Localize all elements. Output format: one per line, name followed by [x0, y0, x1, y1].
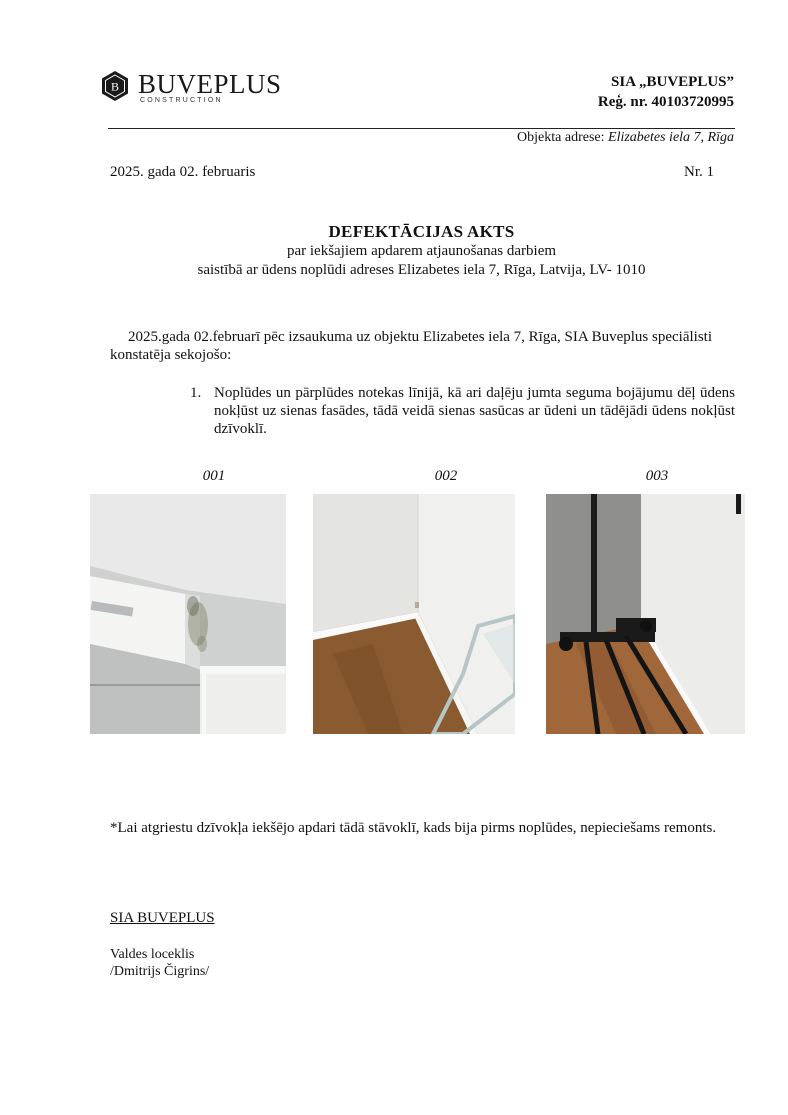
intro-paragraph	[110, 328, 735, 364]
document-subtitle-1: par iekšajiem apdarem atjaunošanas darbiem	[286, 243, 557, 259]
signature-name: /Dmitrijs Čigrins/	[110, 964, 210, 979]
document-number: Nr. 1	[684, 164, 714, 180]
list-item-text: Noplūdes un pārplūdes notekas līnijā, kā ari daļēju jumta seguma bojājumu dēļ ūdens nokļūst uz sienas fasādes, tādā veidā sienas sasūcas ar ūdeni un tādējādi ūdens nokļūst dzīvoklī.	[214, 385, 735, 437]
company-name: SIA „BUVEPLUS”	[611, 74, 734, 90]
header-divider	[108, 128, 735, 129]
logo-name: BUVEPLUS	[138, 69, 282, 99]
logo-initial: B	[110, 79, 120, 94]
photo-caption-003: 003	[645, 468, 669, 484]
company-reg-number: Reģ. nr. 40103720995	[597, 94, 734, 110]
signature-company: SIA BUVEPLUS	[110, 910, 215, 926]
title-block	[108, 222, 735, 280]
hexagon-logo-icon	[100, 70, 130, 102]
photo-002-wall-corner	[313, 494, 515, 734]
photo-caption-001: 001	[202, 468, 226, 484]
intro-text: 2025.gada 02.februarī pēc izsaukuma uz objektu Elizabetes iela 7, Rīga, SIA Buveplus speciālisti konstatēja sekojošo:	[110, 329, 713, 363]
repair-note: *Lai atgriestu dzīvokļa iekšējo apdari tādā stāvoklī, kads bija pirms noplūdes, nepieciešams remonts.	[110, 820, 717, 836]
object-address	[517, 130, 734, 146]
document-subtitle-2: saistībā ar ūdens noplūdi adreses Elizabetes iela 7, Rīga, Latvija, LV- 1010	[197, 262, 646, 278]
signature-block	[110, 946, 209, 980]
company-logo	[100, 70, 300, 106]
document-date: 2025. gada 02. februaris	[110, 164, 256, 180]
object-address-label: Objekta adrese:	[517, 130, 605, 145]
photo-caption-002: 002	[434, 468, 458, 484]
signature-role: Valdes loceklis	[110, 947, 195, 962]
company-info	[598, 72, 734, 112]
photo-001-ceiling-mold	[90, 494, 286, 734]
object-address-value: Elizabetes iela 7, Rīga	[608, 130, 734, 145]
photo-003-floor-rack	[546, 494, 745, 734]
document-title: DEFEKTĀCIJAS AKTS	[328, 222, 515, 241]
logo-subtitle: CONSTRUCTION	[140, 97, 223, 104]
list-item-number: 1.	[190, 385, 202, 401]
